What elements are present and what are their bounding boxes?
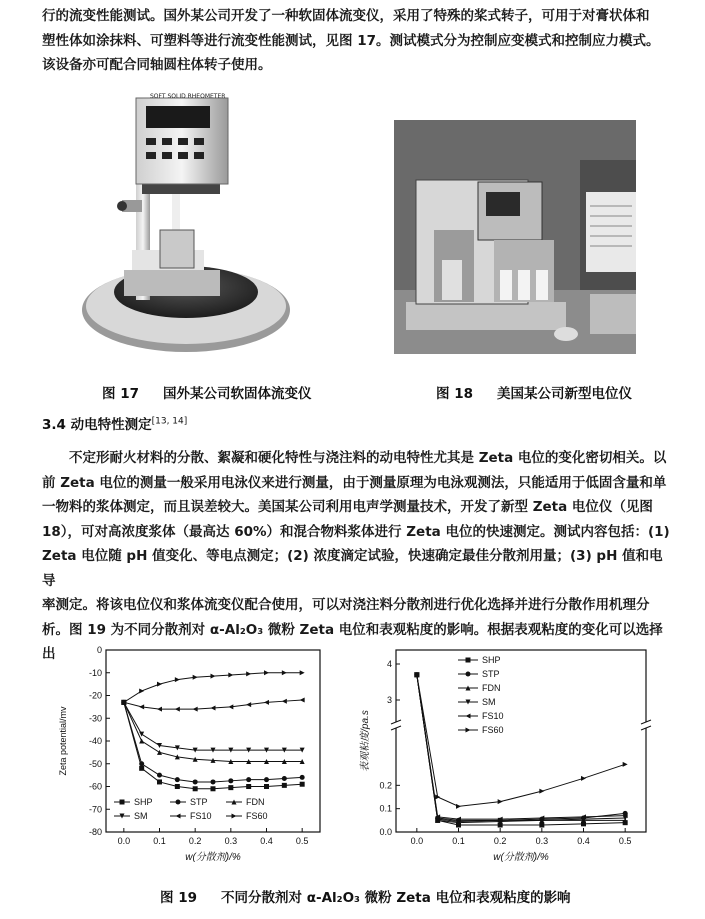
data-point [228,704,233,709]
data-point [157,779,162,784]
data-point [282,670,287,675]
data-point [211,786,216,791]
data-point [157,682,162,687]
text-line: 前 Zeta 电位的测量一般采用电泳仪来进行测量，由于测量原理为电泳观测法，只能适用于低固含量和单 [42,474,667,491]
data-point [175,707,180,712]
series-line [417,675,625,819]
series-line [417,675,625,822]
y-tick-label: -50 [88,758,102,769]
figure-number: 图 17 [102,386,139,402]
series-fs10 [414,672,627,821]
x-tick-label: 0.2 [493,836,507,846]
data-point [157,773,162,778]
x-tick-label: 0.5 [618,836,632,846]
legend-label: FDN [482,683,501,693]
series-fs60 [414,672,627,809]
data-point [581,776,586,781]
y-tick-label: 0.1 [379,803,392,814]
data-point [300,782,305,787]
data-point [228,785,233,790]
data-point [264,700,269,705]
data-point [246,671,251,676]
figure-19-caption [160,886,571,906]
legend-label: STP [190,797,208,807]
data-point [139,761,144,766]
data-point [139,766,144,771]
zeta-potential-chart [50,644,330,866]
data-point [300,698,305,703]
legend-marker [466,658,471,663]
paragraph-intro [42,4,670,78]
series-fdn [414,672,627,825]
section-heading [42,413,187,433]
figure-number: 图 19 [160,890,197,906]
series-line [124,702,302,750]
legend-marker [466,714,471,719]
rheometer-photo [80,80,296,366]
legend-label: STP [482,669,500,679]
legend-marker [120,800,125,805]
data-point [228,673,233,678]
legend-label: SHP [134,797,153,807]
x-axis-label: w(分散剂)/% [493,852,549,863]
data-point [228,778,233,783]
zeta-instrument-photo [394,120,636,354]
data-point [539,789,544,794]
legend-label: FDN [246,797,265,807]
series-fs60 [121,670,304,705]
chart-legend [114,797,268,821]
figure-title: 不同分散剂对 α-Al₂O₃ 微粉 Zeta 电位和表观粘度的影响 [221,890,571,906]
data-point [264,784,269,789]
legend-label: FS10 [190,811,212,821]
series-line [417,675,625,823]
x-tick-label: 0.3 [224,836,238,846]
figure-number: 图 18 [436,386,473,402]
data-point [175,784,180,789]
series-line [417,675,625,807]
y-tick-label: -70 [88,804,102,815]
data-point [498,799,503,804]
text-line: Zeta 电位随 pH 值变化、等电点测定；(2) 浓度滴定试验，快速确定最佳分散剂用量；(3) pH 值和电导 [42,548,663,589]
data-point [456,804,461,809]
data-point [246,784,251,789]
data-point [246,777,251,782]
legend-label: SM [134,811,148,821]
data-point [246,702,251,707]
y-tick-label: 4 [386,659,392,669]
x-tick-label: 0.3 [535,836,549,846]
y-tick-label: -80 [88,827,102,837]
y-tick-label: 0 [96,645,102,655]
y-tick-label: -40 [88,736,102,746]
legend-marker [176,800,181,805]
data-point [300,670,305,675]
x-axis-label: w(分散剂)/% [185,852,241,863]
figure-title: 美国某公司新型电位仪 [497,386,632,402]
series-shp [414,672,627,827]
legend-label: FS10 [482,711,504,721]
data-point [282,776,287,781]
viscosity-chart [352,644,652,866]
section-title: 3.4 动电特性测定 [42,417,152,433]
y-tick-label: -30 [88,713,102,724]
series-line [124,702,302,761]
legend-marker [466,728,471,733]
data-point [211,674,216,679]
text-line: 18），可对高浓度浆体（最高达 60%）和混合物料浆体进行 Zeta 电位的快速测定。测试内容包括：(1) [42,523,670,540]
x-tick-label: 0.1 [452,836,465,846]
data-point [175,677,180,682]
data-point [193,786,198,791]
x-tick-label: 0.0 [410,836,424,846]
data-point [282,699,287,704]
legend-marker [176,814,181,819]
legend-marker [232,814,237,819]
text-line: 不定形耐火材料的分散、絮凝和硬化特性与浇注料的动电特性尤其是 Zeta 电位的变化密切相关。以 [69,450,667,466]
text-line: 一物料的浆体测定，而且误差较大。美国某公司利用电声学测量技术，开发了新型 Zeta 电位仪（见图 [42,499,653,515]
data-point [211,706,216,711]
x-tick-label: 0.4 [260,836,273,846]
data-point [282,783,287,788]
data-point [300,775,305,780]
x-tick-label: 0.5 [295,836,309,846]
x-tick-label: 0.4 [577,836,590,846]
y-tick-label: -20 [88,690,102,701]
data-point [211,779,216,784]
series-fs10 [121,698,304,712]
screen-label: SOFT SOLID RHEOMETER [150,93,226,100]
legend-label: SM [482,697,496,707]
data-point [139,688,144,693]
chart-legend [458,655,504,735]
series-line [124,702,302,788]
paragraph-zeta [42,446,670,667]
y-tick-label: -60 [88,781,102,792]
data-point [193,779,198,784]
data-point [623,762,628,767]
legend-label: SHP [482,655,501,665]
text-line: 该设备亦可配合同轴圆柱体转子使用。 [42,57,272,73]
figure-18-caption [436,382,632,402]
x-tick-label: 0.2 [188,836,202,846]
data-point [139,732,144,737]
series-stp [121,700,304,785]
data-point [264,777,269,782]
data-point [175,777,180,782]
plot-frame [396,650,646,832]
x-tick-label: 0.0 [117,836,131,846]
data-point [157,707,162,712]
series-line [124,702,302,782]
text-line: 塑性体如涂抹料、可塑料等进行流变性能测试，见图 17。测试模式分为控制应变模式和控制应力模式。 [42,32,660,49]
y-tick-label: 0.2 [379,780,392,791]
data-point [193,675,198,680]
data-point [139,739,144,744]
legend-label: FS60 [246,811,268,821]
series-fdn [121,700,304,764]
data-point [193,707,198,712]
series-stp [414,672,627,823]
y-tick-label: 0.0 [379,827,392,837]
text-line: 行的流变性能测试。国外某公司开发了一种软固体流变仪，采用了特殊的桨式转子，可用于对膏状体和 [42,8,650,24]
legend-label: FS60 [482,725,504,735]
legend-marker [466,672,471,677]
data-point [139,704,144,709]
series-line [417,675,625,821]
data-point [264,670,269,675]
x-tick-label: 0.1 [153,836,166,846]
y-axis-label: 表观粘度/pa.s [360,710,371,772]
text-line: 析。图 19 为不同分散剂对 α-Al₂O₃ 微粉 Zeta 电位和表观粘度的影响。根据表观粘度的变化可以选择出 [42,621,663,662]
y-tick-label: 3 [386,695,392,705]
data-point [539,823,544,828]
figure-title: 国外某公司软固体流变仪 [163,386,312,402]
y-axis-label: Zeta potential/mv [58,706,68,776]
text-line: 率测定。将该电位仪和浆体流变仪配合使用，可以对浇注料分散剂进行优化选择并进行分散作用机理分 [42,597,650,613]
figure-17-caption [102,382,312,402]
section-refs: [13, 14] [151,416,188,427]
series-line [417,675,625,825]
y-tick-label: -10 [88,667,102,678]
